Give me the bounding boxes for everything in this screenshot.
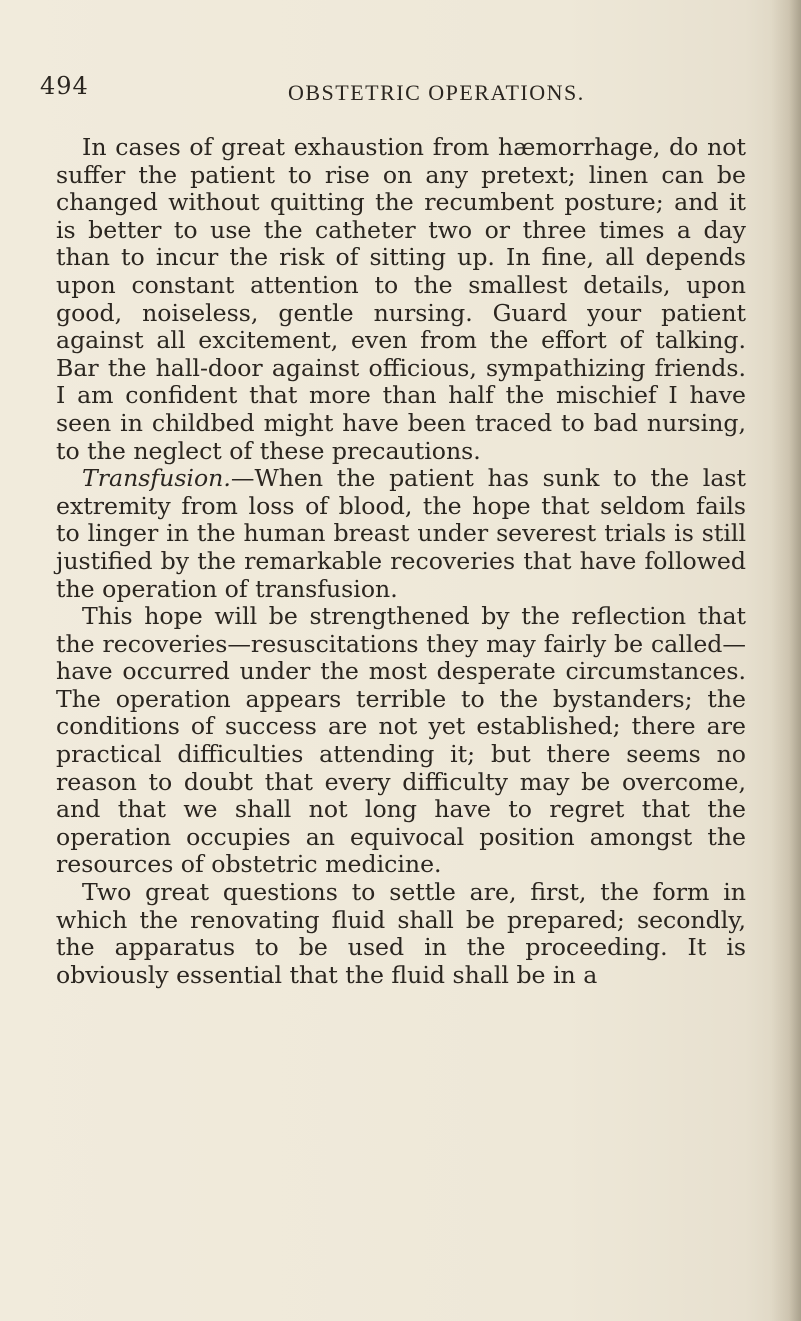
paragraph-transfusion <box>56 465 746 603</box>
running-head: OBSTETRIC OPERATIONS. <box>288 80 585 105</box>
paragraph-questions <box>56 879 746 989</box>
body-text <box>56 134 746 989</box>
page-edge-shadow <box>771 0 801 1321</box>
paragraph-text: In cases of great exhaustion from hæmorrhage, do not suffer the patient to rise on any pretext; linen can be changed without quitting the recumbent posture; and it is better to use the catheter two or three times a day than to incur the risk of sitting up. In fine, all depends upon constant attention to the smallest details, upon good, noiseless, gentle nursing. Guard your patient against all excitement, even from the effort of talking. Bar the hall-door against officious, sympathizing friends. I am confident that more than half the mischief I have seen in childbed might have been traced to bad nursing, to the neglect of these precautions. <box>56 133 746 465</box>
paragraph-text: Two great questions to settle are, first, the form in which the renovating fluid shall be prepared; secondly, the apparatus to be used in the proceeding. It is obviously essential that the fluid shall be in a <box>56 878 746 989</box>
paragraph-text: This hope will be strengthened by the reflection that the recoveries—resuscitations they may fairly be called—have occurred under the most desperate circumstances. The operation appears terrible to the bystanders; the conditions of success are not yet established; there are practical difficulties attending it; but there seems no reason to doubt that every difficulty may be overcome, and that we shall not long have to regret that the operation occupies an equivocal position amongst the resources of obstetric medicine. <box>56 602 746 879</box>
section-lead-transfusion: Transfusion. <box>82 464 231 493</box>
paragraph-hope <box>56 603 746 879</box>
paragraph-exhaustion <box>56 134 746 465</box>
page-header <box>40 72 740 112</box>
paragraph-text: —When the patient has sunk to the last extremity from loss of blood, the hope that seldom fails to linger in the human breast under severest trials is still justified by the remarkable recoveries that have followed the operation of transfusion. <box>56 464 746 603</box>
page-number: 494 <box>40 72 89 100</box>
